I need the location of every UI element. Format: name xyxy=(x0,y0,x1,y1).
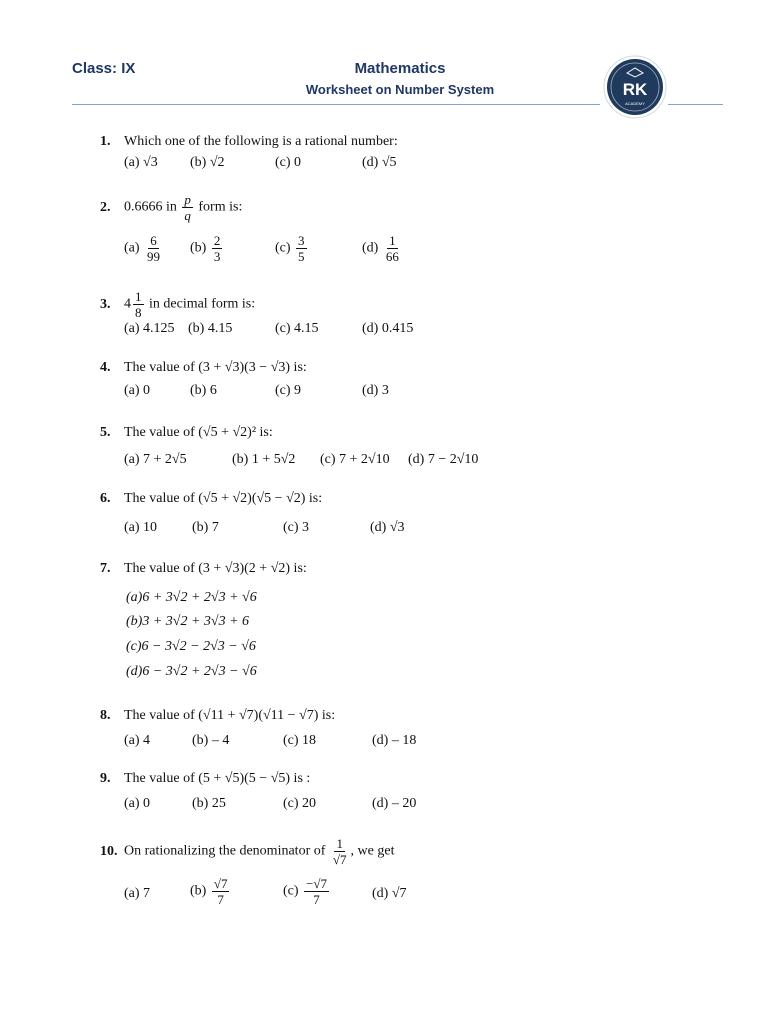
question-1: 1. Which one of the following is a rational number: xyxy=(100,134,398,149)
option-d: (d) √5 xyxy=(362,155,397,170)
header-divider-left xyxy=(72,104,600,105)
option-a: (a) 0 xyxy=(124,796,151,811)
class-label: Class: IX xyxy=(72,60,136,77)
option-c: (c) 20 xyxy=(283,796,317,811)
option-d: (d) $\frac{1}{66}$ xyxy=(362,233,399,264)
option-d: (d) – 18 xyxy=(372,733,417,748)
question-10: 10. On rationalizing the denominator of $\frac{1}{√7}$ , we get xyxy=(100,836,395,867)
option-c: (c) 18 xyxy=(283,733,317,748)
option-b: (b) $\frac{√7}{7}$ xyxy=(190,876,228,907)
option-a: (a) 7 + 2√5 xyxy=(124,452,187,467)
option-a: (a) 4.125 xyxy=(124,321,175,336)
option-a: (a) 4 xyxy=(124,733,151,748)
question-9: 9. The value of (5 + √5)(5 − √5) is : xyxy=(100,771,311,786)
option-c: (c) $\frac{-√7}{7}$ xyxy=(283,876,328,907)
question-7: 7. The value of (3 + √3)(2 + √2) is: xyxy=(100,561,307,576)
logo-text: RK xyxy=(622,80,648,99)
option-d: (d) – 20 xyxy=(372,796,417,811)
option-b: (b) 1 + 5√2 xyxy=(232,452,296,467)
fraction-p-over-q: $\frac{p}{q}$ xyxy=(184,192,191,223)
option-a: (a) 10 xyxy=(124,520,158,535)
option-a: (a) $\frac{6}{99}$ xyxy=(124,233,161,264)
option-a: (a) 0 xyxy=(124,383,151,398)
rk-academy-logo xyxy=(603,55,667,119)
question-3: 3. 4 $\frac{1}{8}$ in decimal form is: xyxy=(100,289,256,320)
option-a: (a) 7 xyxy=(124,886,151,901)
option-b: (b) 25 xyxy=(192,796,226,811)
option-b: (b) – 4 xyxy=(192,733,230,748)
option-d: (d) 3 xyxy=(362,383,389,398)
mixed-fraction: $\frac{1}{8}$ xyxy=(135,289,142,320)
question-text: Which one of the following is a rational number: xyxy=(124,134,398,149)
option-b: (b) √2 xyxy=(190,155,225,170)
option-c: (c) 7 + 2√10 xyxy=(320,452,390,467)
option-b: (b) $\frac{2}{3}$ xyxy=(190,233,221,264)
worksheet-title: Worksheet on Number System xyxy=(305,82,495,97)
option-b: (b) 7 xyxy=(192,520,219,535)
option-c: (c) $\frac{3}{5}$ xyxy=(275,233,305,264)
question-2: 2. 0.6666 in $\frac{p}{q}$ form is: xyxy=(100,192,243,223)
option-a: (a)6 + 3√2 + 2√3 + √6 xyxy=(126,590,257,605)
option-d: (d) √3 xyxy=(370,520,405,535)
option-c: (c) 4.15 xyxy=(275,321,319,336)
option-c: (c)6 − 3√2 − 2√3 − √6 xyxy=(126,639,256,654)
question-8: 8. The value of (√11 + √7)(√11 − √7) is: xyxy=(100,708,336,723)
option-d: (d) 0.415 xyxy=(362,321,414,336)
option-b: (b) 4.15 xyxy=(188,321,233,336)
option-d: (d)6 − 3√2 + 2√3 − √6 xyxy=(126,664,257,679)
question-5: 5. The value of (√5 + √2)² is: xyxy=(100,425,273,440)
question-4: 4. The value of (3 + √3)(3 − √3) is: xyxy=(100,360,307,375)
option-a: (a) √3 xyxy=(124,155,158,170)
question-6: 6. The value of (√5 + √2)(√5 − √2) is: xyxy=(100,491,323,506)
fraction-1-over-root7: $\frac{1}{√7}$ xyxy=(332,836,347,867)
option-d: (d) 7 − 2√10 xyxy=(408,452,479,467)
header-divider-right xyxy=(668,104,723,105)
option-c: (c) 9 xyxy=(275,383,302,398)
option-b: (b)3 + 3√2 + 3√3 + 6 xyxy=(126,614,250,629)
subject-title: Mathematics xyxy=(354,60,446,77)
logo-subtext: ACADEMY xyxy=(625,101,645,106)
option-b: (b) 6 xyxy=(190,383,217,398)
option-c: (c) 3 xyxy=(283,520,310,535)
option-c: (c) 0 xyxy=(275,155,302,170)
option-d: (d) √7 xyxy=(372,886,407,901)
